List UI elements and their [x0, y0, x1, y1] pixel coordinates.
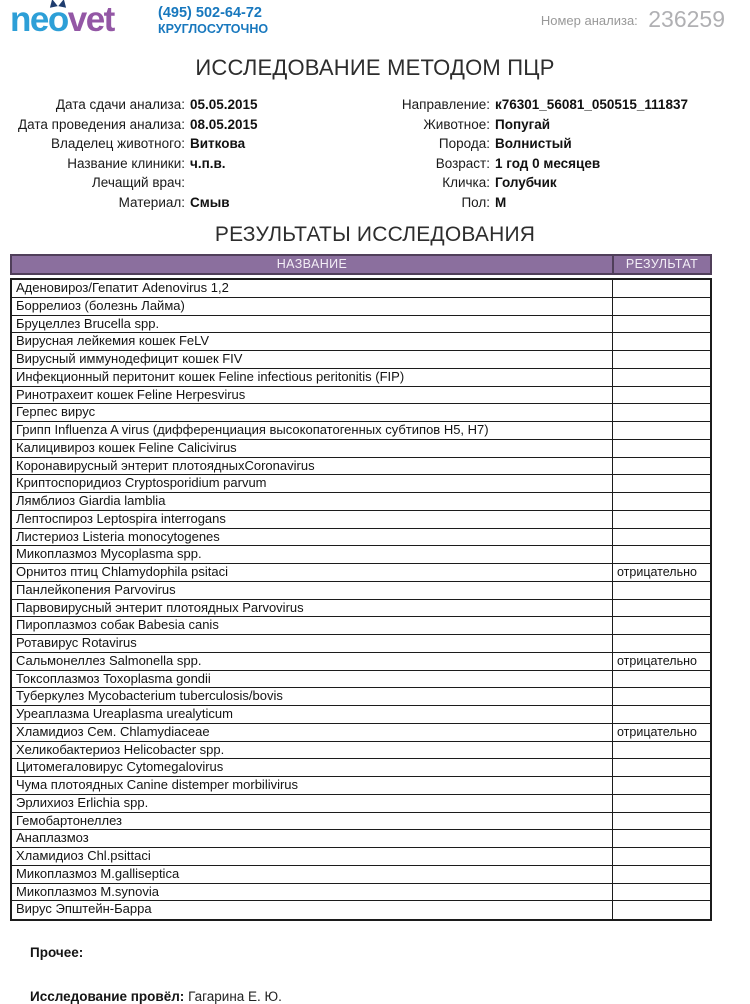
test-result-cell — [613, 671, 710, 688]
test-result-cell — [613, 635, 710, 652]
performed-by-label: Исследование провёл: — [30, 989, 185, 1004]
table-row — [12, 298, 710, 316]
test-result-cell: отрицательно — [617, 653, 697, 668]
table-row — [12, 777, 710, 795]
table-row — [12, 458, 710, 476]
test-result-cell — [613, 742, 710, 759]
test-name-cell: Листериоз Listeria monocytogenes — [12, 529, 613, 546]
analysis-number-label: Номер анализа: — [540, 13, 638, 28]
phone-hours: КРУГЛОСУТОЧНО — [158, 22, 269, 36]
meta-label: Кличка: — [442, 175, 490, 190]
meta-section — [0, 95, 750, 212]
meta-column-right — [375, 95, 750, 212]
results-table — [10, 254, 712, 921]
test-result-cell — [613, 369, 710, 386]
test-name-cell: Герпес вирус — [12, 404, 613, 421]
table-row — [12, 866, 710, 884]
performed-by-value: Гагарина Е. Ю. — [188, 989, 282, 1004]
test-result-cell — [613, 848, 710, 865]
meta-label: Лечащий врач: — [91, 175, 185, 190]
meta-label: Дата сдачи анализа: — [55, 97, 185, 112]
phone-number: (495) 502-64-72 — [158, 5, 262, 21]
meta-value: 05.05.2015 — [190, 97, 258, 112]
table-row — [12, 404, 710, 422]
logo-text-o: o — [47, 0, 68, 39]
test-result-cell — [613, 280, 710, 297]
meta-label: Животное: — [423, 116, 490, 132]
meta-label: Материал: — [118, 194, 185, 210]
table-row — [12, 511, 710, 529]
performed-by-line — [30, 989, 750, 1004]
test-name-cell: Инфекционный перитонит кошек Feline infectious peritonitis (FIP) — [12, 369, 613, 386]
meta-row — [375, 193, 750, 213]
table-row — [12, 635, 710, 653]
table-row — [12, 546, 710, 564]
test-name-cell: Хламидиоз Сем. Chlamydiaceae — [12, 724, 613, 741]
test-name-cell: Пироплазмоз собак Babesia canis — [12, 617, 613, 634]
page-header — [0, 0, 750, 46]
meta-row — [375, 95, 750, 115]
table-body — [10, 278, 712, 921]
table-row — [12, 564, 710, 582]
test-result-cell — [613, 582, 710, 599]
test-result-cell — [613, 706, 710, 723]
table-row — [12, 617, 710, 635]
test-result-cell — [613, 600, 710, 617]
test-name-cell: Цитомегаловирус Cytomegalovirus — [12, 759, 613, 776]
test-result-cell — [613, 404, 710, 421]
table-row — [12, 422, 710, 440]
test-name-cell: Сальмонеллез Salmonella spp. — [12, 653, 613, 670]
meta-row — [0, 154, 375, 174]
test-name-cell: Лептоспироз Leptospira interrogans — [12, 511, 613, 528]
meta-value: Виткова — [190, 136, 246, 151]
test-name-cell: Вирусная лейкемия кошек FeLV — [12, 333, 613, 350]
table-row — [12, 688, 710, 706]
table-row — [12, 813, 710, 831]
test-name-cell: Лямблиоз Giardia lamblia — [12, 493, 613, 510]
test-name-cell: Вирусный иммунодефицит кошек FIV — [12, 351, 613, 368]
test-result-cell — [613, 511, 710, 528]
test-name-cell: Анаплазмоз — [12, 830, 613, 847]
test-result-cell — [613, 546, 710, 563]
test-name-cell: Парвовирусный энтерит плотоядных Parvovirus — [12, 600, 613, 617]
test-name-cell: Токсоплазмоз Toxoplasma gondii — [12, 671, 613, 688]
test-name-cell: Аденовироз/Гепатит Adenovirus 1,2 — [12, 280, 613, 297]
test-result-cell: отрицательно — [617, 724, 697, 739]
test-name-cell: Хламидиоз Chl.psittaci — [12, 848, 613, 865]
test-result-cell — [613, 795, 710, 812]
table-row — [12, 529, 710, 547]
logo-cat-o — [48, 0, 68, 40]
table-header-row — [10, 254, 712, 275]
page-title: ИССЛЕДОВАНИЕ МЕТОДОМ ПЦР — [195, 55, 555, 80]
meta-row — [375, 154, 750, 174]
table-row — [12, 351, 710, 369]
test-name-cell: Ротавирус Rotavirus — [12, 635, 613, 652]
table-row — [12, 795, 710, 813]
test-name-cell: Коронавирусный энтерит плотоядныхCoronavirus — [12, 458, 613, 475]
test-name-cell: Гемобартонеллез — [12, 813, 613, 830]
test-result-cell — [613, 493, 710, 510]
test-name-cell: Бруцеллез Brucella spp. — [12, 316, 613, 333]
table-row — [12, 316, 710, 334]
test-result-cell — [613, 884, 710, 901]
meta-value: Волнистый — [495, 136, 572, 151]
test-name-cell: Вирус Эпштейн-Барра — [12, 901, 613, 919]
test-result-cell — [613, 298, 710, 315]
meta-row — [375, 134, 750, 154]
test-result-cell — [613, 617, 710, 634]
table-row — [12, 724, 710, 742]
analysis-number-block — [541, 6, 725, 33]
meta-label: Направление: — [401, 97, 490, 112]
test-result-cell: отрицательно — [617, 565, 697, 579]
test-name-cell: Эрлихиоз Erlichia spp. — [12, 795, 613, 812]
meta-label: Название клиники: — [67, 155, 185, 171]
meta-label: Пол: — [461, 194, 490, 210]
meta-value: Смыв — [190, 194, 230, 210]
test-name-cell: Криптоспоридиоз Cryptosporidium parvum — [12, 475, 613, 492]
meta-row — [0, 193, 375, 213]
test-name-cell: Микоплазмоз M.galliseptica — [12, 866, 613, 883]
test-name-cell: Чума плотоядных Canine distemper morbilivirus — [12, 777, 613, 794]
test-result-cell — [613, 475, 710, 492]
test-result-cell — [613, 777, 710, 794]
meta-label: Порода: — [438, 136, 490, 151]
table-row — [12, 333, 710, 351]
meta-row — [375, 173, 750, 193]
test-result-cell — [613, 813, 710, 830]
meta-row — [0, 173, 375, 193]
table-row — [12, 600, 710, 618]
analysis-number-value: 236259 — [648, 6, 725, 32]
column-header-result: РЕЗУЛЬТАТ — [625, 257, 699, 271]
test-name-cell: Микоплазмоз Mycoplasma spp. — [12, 546, 613, 563]
test-name-cell: Хеликобактериоз Helicobacter spp. — [12, 742, 613, 759]
test-name-cell: Боррелиоз (болезнь Лайма) — [12, 298, 613, 315]
meta-label: Дата проведения анализа: — [18, 116, 185, 132]
logo-text-ne: ne — [10, 0, 48, 39]
test-name-cell: Туберкулез Mycobacterium tuberculosis/bovis — [12, 688, 613, 705]
meta-value: к76301_56081_050515_111837 — [495, 97, 688, 112]
test-name-cell: Калицивироз кошек Feline Calicivirus — [12, 440, 613, 457]
table-row — [12, 706, 710, 724]
test-name-cell: Грипп Influenza A virus (дифференциация высокопатогенных субтипов H5, H7) — [12, 422, 613, 439]
test-result-cell — [613, 458, 710, 475]
meta-value: Голубчик — [495, 175, 557, 190]
table-row — [12, 493, 710, 511]
test-name-cell: Панлейкопения Parvovirus — [12, 582, 613, 599]
meta-label: Возраст: — [435, 155, 490, 171]
test-name-cell: Микоплазмоз M.synovia — [12, 884, 613, 901]
column-header-name: НАЗВАНИЕ — [12, 256, 614, 273]
table-row — [12, 369, 710, 387]
phone-block — [158, 5, 268, 37]
test-result-cell — [613, 333, 710, 350]
test-result-cell — [613, 759, 710, 776]
meta-value: 08.05.2015 — [190, 116, 258, 132]
meta-row — [0, 115, 375, 135]
table-row — [12, 830, 710, 848]
test-result-cell — [613, 440, 710, 457]
table-row — [12, 280, 710, 298]
table-row — [12, 901, 710, 919]
table-row — [12, 848, 710, 866]
test-result-cell — [613, 387, 710, 404]
test-name-cell: Уреаплазма Ureaplasma urealyticum — [12, 706, 613, 723]
test-result-cell — [613, 316, 710, 333]
table-row — [12, 671, 710, 689]
test-result-cell — [613, 830, 710, 847]
meta-row — [0, 134, 375, 154]
table-row — [12, 742, 710, 760]
results-section-title: РЕЗУЛЬТАТЫ ИССЛЕДОВАНИЯ — [214, 223, 536, 246]
test-result-cell — [613, 351, 710, 368]
test-name-cell: Орнитоз птиц Chlamydophila psitaci — [12, 564, 613, 581]
meta-label: Владелец животного: — [50, 136, 185, 151]
test-result-cell — [613, 422, 710, 439]
test-name-cell: Ринотрахеит кошек Feline Herpesvirus — [12, 387, 613, 404]
other-label: Прочее: — [30, 945, 84, 960]
table-row — [12, 653, 710, 671]
meta-value: ч.п.в. — [190, 155, 226, 171]
test-result-cell — [613, 529, 710, 546]
table-row — [12, 884, 710, 902]
test-result-cell — [613, 901, 710, 919]
meta-value: 1 год 0 месяцев — [495, 155, 601, 171]
table-row — [12, 582, 710, 600]
table-row — [12, 475, 710, 493]
test-result-cell — [613, 866, 710, 883]
meta-value: Попугай — [495, 116, 551, 132]
meta-row — [375, 115, 750, 135]
table-row — [12, 387, 710, 405]
table-row — [12, 440, 710, 458]
meta-value: М — [495, 194, 507, 210]
neovet-logo — [10, 0, 114, 40]
meta-column-left — [0, 95, 375, 212]
logo-text-vet: vet — [67, 0, 114, 39]
meta-row — [0, 95, 375, 115]
table-row — [12, 759, 710, 777]
test-result-cell — [613, 688, 710, 705]
